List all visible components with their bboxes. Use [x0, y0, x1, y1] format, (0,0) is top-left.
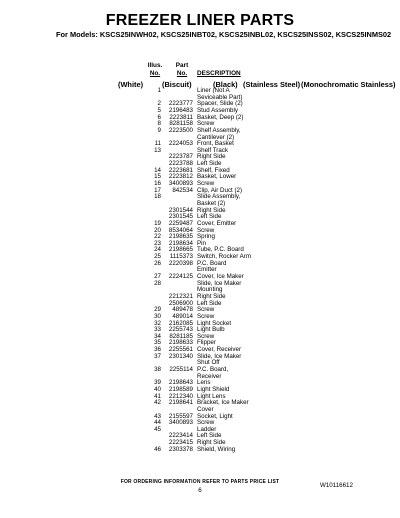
description-line: Light Shield [197, 385, 230, 393]
description-line: Lens [197, 379, 211, 387]
part-number: 2198634 [168, 239, 193, 247]
description-line: Emitter [197, 266, 217, 274]
description-line: Screw [197, 312, 215, 320]
description-line: Left Side [197, 160, 222, 168]
illus-number: 2 [157, 100, 161, 108]
illus-number: 22 [154, 233, 161, 241]
part-number: 8281185 [169, 332, 193, 340]
finish-white: (White) [118, 80, 144, 89]
description-line: Right Side [197, 206, 226, 214]
description-line: Slide, Ice Maker [197, 352, 242, 360]
description-line: Cantilever (2) [197, 133, 235, 141]
part-number: 2223787 [168, 153, 193, 161]
illus-number: 18 [154, 193, 161, 201]
illus-number: 5 [157, 106, 161, 114]
illus-number: 30 [154, 312, 161, 320]
illus-number: 24 [154, 246, 161, 254]
description-line: Basket, Lower [197, 173, 237, 181]
part-number: 2155597 [168, 412, 193, 420]
description-line: Left Side [197, 432, 222, 440]
part-number: 2223414 [168, 432, 193, 440]
part-description [197, 281, 241, 294]
part-number: 489014 [172, 312, 193, 320]
header-illus-line2: No. [149, 69, 161, 77]
illus-number: 9 [157, 126, 161, 134]
description-line: Spring [197, 233, 215, 241]
description-line: Basket (2) [197, 199, 226, 207]
illus-number: 6 [157, 113, 161, 121]
description-line: Cover [197, 405, 214, 413]
illus-number: 40 [154, 385, 161, 393]
part-row [0, 128, 400, 141]
illus-number: 35 [154, 339, 161, 347]
illus-number: 26 [154, 259, 161, 267]
illus-number: 44 [154, 419, 161, 427]
finish-stainless: (Stainless Steel) [243, 80, 301, 89]
description-line: Screw [197, 120, 215, 128]
header-part-no [170, 62, 194, 77]
illus-number: 34 [154, 332, 161, 340]
illus-number: 17 [154, 186, 161, 194]
part-number: 2506900 [168, 299, 193, 307]
description-line: P.C. Board [197, 259, 227, 267]
description-line: Shelf Assembly, [197, 126, 241, 134]
description-line: Light Socket [197, 319, 232, 327]
part-number: 8281158 [169, 120, 193, 128]
part-number: 2224125 [168, 273, 193, 280]
part-number: 2303378 [168, 445, 193, 453]
description-line: Screw [197, 306, 215, 314]
description-line: Cover, Ice Maker [197, 273, 244, 280]
description-line: Right Side [197, 153, 226, 161]
finish-biscuit: (Biscuit) [162, 80, 192, 89]
part-number: 2259487 [168, 219, 193, 227]
description-line: Basket, Deep (2) [197, 113, 244, 121]
description-line: Seviceable Part) [197, 93, 243, 101]
finish-black: (Black) [213, 80, 238, 89]
part-number: 2255114 [169, 366, 193, 373]
description-line: Pin [197, 239, 206, 247]
part-description [197, 400, 249, 413]
part-number: 2224053 [168, 140, 193, 148]
illus-number: 14 [154, 166, 161, 174]
illus-number: 1 [157, 87, 161, 94]
description-line: Cover, Receiver [197, 346, 242, 354]
part-number: 842534 [172, 186, 193, 194]
header-illus-line1: Illus. [147, 62, 163, 69]
part-row [0, 447, 400, 454]
part-row [0, 194, 400, 207]
part-row [0, 400, 400, 413]
part-number: 2212321 [168, 292, 193, 300]
description-line: Shield, Wiring [197, 445, 236, 453]
illus-number: 45 [154, 425, 161, 433]
illus-number: 33 [154, 326, 161, 334]
description-line: Screw [197, 332, 215, 340]
illus-number: 23 [154, 239, 161, 247]
description-line: Receiver [197, 372, 222, 380]
part-description [197, 447, 235, 454]
parts-list [0, 88, 400, 453]
illus-number: 28 [154, 279, 161, 287]
header-illus-no [143, 62, 167, 77]
illus-number: 38 [154, 366, 161, 373]
part-number: 2223681 [168, 166, 193, 174]
header-part-line1: Part [175, 62, 189, 69]
part-number: 2220398 [168, 259, 193, 267]
part-number: 2223500 [168, 126, 193, 134]
part-number: 3400893 [168, 419, 193, 427]
illus-number: 39 [154, 379, 161, 387]
finish-monochromatic: (Monochromatic Stainless) [301, 80, 396, 89]
part-row [0, 261, 400, 274]
description-line: Spacer, Slide (2) [197, 100, 243, 108]
page-number: 6 [198, 487, 202, 494]
description-line: Light Lens [197, 392, 226, 400]
part-description [197, 194, 240, 207]
part-number: 2198643 [168, 379, 193, 387]
illus-number: 36 [154, 346, 161, 354]
description-line: Screw [197, 226, 215, 234]
models-line: For Models: KSCS25INWH02, KSCS25INBT02, KSCS25INBL02, KSCS25INSS02, KSCS25INMS02 [56, 30, 392, 39]
part-number: 2162085 [168, 319, 193, 327]
description-line: Slide, Ice Maker [197, 279, 242, 287]
description-line: Flipper [197, 339, 216, 347]
illus-number: 46 [154, 445, 161, 453]
description-line: Slide Assembly, [197, 193, 241, 201]
description-line: Left Side [197, 213, 222, 221]
description-line: Socket, Light [197, 412, 233, 420]
illus-number: 41 [154, 392, 161, 400]
illus-number: 32 [154, 319, 161, 327]
part-number: 2196483 [168, 106, 193, 114]
illus-number: 13 [154, 146, 161, 154]
header-description-label: DESCRIPTION [197, 70, 241, 77]
part-number: 2255561 [168, 346, 193, 354]
illus-number: 20 [154, 226, 161, 234]
part-number: 2198641 [168, 399, 193, 407]
description-line: Shelf Track [197, 146, 228, 154]
part-number: 2198633 [168, 339, 193, 347]
header-description [197, 70, 241, 78]
part-number: 2198589 [168, 385, 193, 393]
description-line: Shut Off [197, 359, 220, 367]
part-number: 2301340 [168, 352, 193, 360]
description-line: Light Bulb [197, 326, 225, 334]
part-number: 2301545 [168, 213, 193, 221]
part-number: 2198635 [168, 233, 193, 241]
illus-number: 16 [154, 180, 161, 187]
description-line: P.C. Board, [197, 366, 229, 373]
illus-number: 15 [154, 173, 161, 181]
part-number: 2212340 [168, 392, 193, 400]
page-title: FREEZER LINER PARTS [105, 12, 295, 29]
description-line: Screw [197, 419, 215, 427]
part-row [0, 354, 400, 367]
description-line: Right Side [197, 439, 226, 447]
part-number: 2198665 [168, 246, 193, 254]
illus-number: 42 [154, 399, 161, 407]
part-number: 3400893 [168, 180, 193, 187]
description-line: Mounting [197, 286, 223, 294]
part-number: 2223811 [169, 113, 193, 121]
description-line: Right Side [197, 292, 226, 300]
part-number: 2223415 [168, 439, 193, 447]
description-line: Left Side [197, 299, 222, 307]
part-number: 1115373 [169, 253, 193, 261]
illus-number: 27 [154, 273, 161, 280]
part-number: 2223777 [168, 100, 193, 108]
description-line: Shelf, Fixed [197, 166, 230, 174]
illus-number: 11 [154, 140, 161, 148]
part-number: 489478 [172, 306, 193, 314]
description-line: Liner (Not A [197, 87, 230, 94]
description-line: Bracket, Ice Maker [197, 399, 249, 407]
part-number: 2223788 [168, 160, 193, 168]
illus-number: 43 [154, 412, 161, 420]
part-number: 8534064 [168, 226, 193, 234]
illus-number: 37 [154, 352, 161, 360]
part-row [0, 88, 400, 101]
description-line: Stud Assembly [197, 106, 238, 114]
part-number: 2223812 [168, 173, 193, 181]
part-number: 2301544 [168, 206, 193, 214]
description-line: Front, Basket [197, 140, 234, 148]
part-row [0, 367, 400, 380]
description-line: Switch, Rocker Arm [197, 253, 251, 261]
illus-number: 19 [154, 219, 161, 227]
part-row [0, 281, 400, 294]
description-line: Ladder [197, 425, 217, 433]
illus-number: 29 [154, 306, 161, 314]
illus-number: 8 [157, 120, 161, 128]
part-number: 2255743 [168, 326, 193, 334]
header-part-line2: No. [176, 69, 188, 77]
illus-number: 25 [154, 253, 161, 261]
document-number: W10116612 [320, 482, 353, 489]
description-line: Cover, Emitter [197, 219, 237, 227]
ordering-note: FOR ORDERING INFORMATION REFER TO PARTS PRICE LIST [120, 479, 280, 485]
description-line: Clip, Air Duct (2) [197, 186, 243, 194]
description-line: Screw [197, 180, 215, 187]
description-line: Tube, P.C. Board [197, 246, 244, 254]
